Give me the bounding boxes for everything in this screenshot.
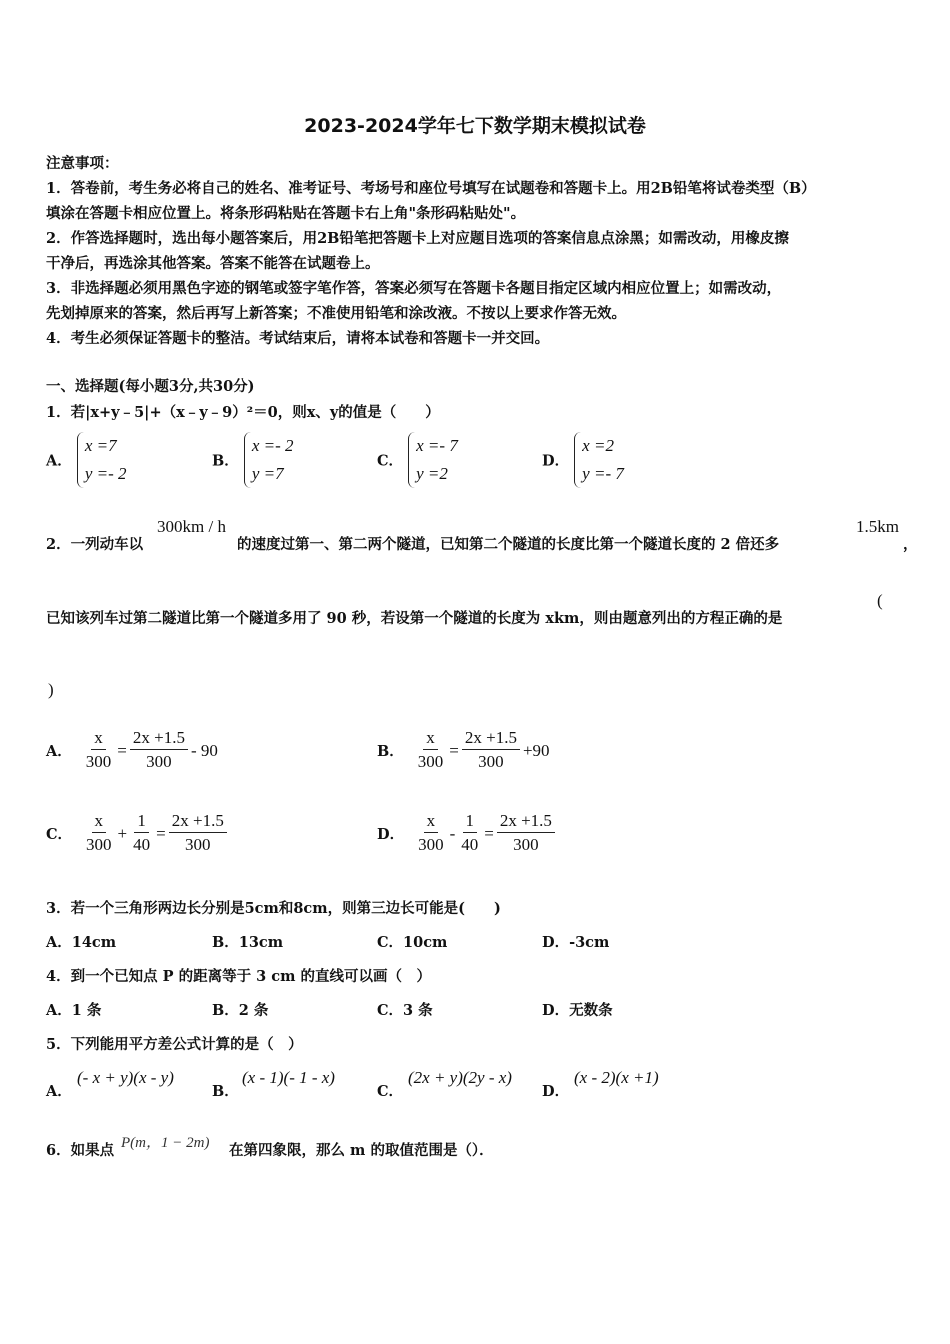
notice-heading: 注意事项： [46, 155, 119, 172]
q2-option-a [46, 727, 220, 774]
equation-system [244, 432, 298, 488]
equation-system [408, 432, 462, 488]
notice-line: 先划掉原来的答案，然后再写上新答案；不准使用铅笔和涂改液。不按以上要求作答无效。 [46, 305, 626, 322]
option-label: A． [46, 743, 72, 760]
equation-system [574, 432, 628, 488]
fraction: $\frac{1}{40}$ [133, 811, 151, 854]
q5-option-a-expr: (- x + y)(x - y) [77, 1068, 174, 1087]
q1-option-a [46, 432, 131, 488]
fraction: $\frac{x}{300}$ [417, 728, 444, 771]
q4-option-a: A．1 条 [46, 1002, 102, 1019]
q2-paren-open: ( [877, 591, 883, 610]
notice-line: 4．考生必须保证答题卡的整洁。考试结束后，请将本试卷和答题卡一并交回。 [46, 330, 550, 347]
option-label: D． [542, 452, 570, 470]
question-1-stem: 1．若|x+y﹣5|+（x﹣y﹣9）²＝0，则x、y的值是（ ） [46, 404, 440, 421]
eq-line: y =- 7 [582, 464, 624, 483]
page-title: 2023-2024学年七下数学期末模拟试卷 [304, 115, 646, 137]
q5-option-d-label: D． [542, 1083, 570, 1100]
q3-option-a: A．14cm [46, 934, 117, 951]
question-4-stem: 4．到一个已知点 P 的距离等于 3 cm 的直线可以画（ ） [46, 968, 431, 985]
q2-extra-length: 1.5km [856, 517, 899, 536]
q1-option-b [212, 432, 298, 488]
q5-option-b-label: B． [212, 1083, 239, 1100]
question-6-part1: 6．如果点 [46, 1142, 115, 1159]
option-label: B． [377, 743, 404, 760]
q1-option-c [377, 432, 462, 488]
question-5-stem: 5．下列能用平方差公式计算的是（ ） [46, 1036, 303, 1053]
fraction: $\frac{x}{300}$ [418, 811, 444, 854]
equation: $\frac{x}{300}$ = $\frac{2x +1.5}{300}$ - 90 [82, 727, 220, 774]
notice-line: 1．答卷前，考生务必将自己的姓名、准考证号、考场号和座位号填写在试题卷和答题卡上。用2B铅笔将试卷类型（B） [46, 180, 816, 197]
fraction: $\frac{2x +1.5}{300}$ [130, 727, 188, 774]
notice-line: 3．非选择题必须用黑色字迹的钢笔或签字笔作答，答案必须写在答题卡各题目指定区域内相应位置上；如需改动， [46, 280, 782, 297]
eq-line: x =7 [84, 436, 117, 455]
option-label: B． [212, 452, 239, 470]
q5-option-c-label: C． [377, 1083, 404, 1100]
q3-option-c: C．10cm [377, 934, 448, 951]
eq-line: y =2 [416, 464, 448, 483]
question-2-part2: 的速度过第一、第二两个隧道，已知第二个隧道的长度比第一个隧道长度的 2 倍还多 [237, 536, 780, 553]
q2-option-b [377, 727, 552, 774]
question-6-part2: 在第四象限，那么 m 的取值范围是（）． [229, 1142, 494, 1159]
q1-option-d [542, 432, 628, 488]
option-label: C． [377, 452, 404, 470]
equation: $\frac{x}{300}$ = $\frac{2x +1.5}{300}$ +90 [414, 727, 552, 774]
equation: $\frac{x}{300}$ - $\frac{1}{40}$ = $\frac{2x +1.5}{300}$ [414, 810, 556, 857]
q5-option-d-expr: (x - 2)(x +1) [574, 1068, 659, 1087]
q3-option-b: B．13cm [212, 934, 284, 951]
notice-line: 2．作答选择题时，选出每小题答案后，用2B铅笔把答题卡上对应题目选项的答案信息点涂黑；如需改动，用橡皮擦 [46, 230, 789, 247]
eq-line: x =2 [582, 436, 614, 455]
q4-option-b: B．2 条 [212, 1002, 269, 1019]
option-label: D． [377, 826, 405, 843]
eq-line: x =- 7 [416, 436, 458, 455]
equation-system [77, 432, 131, 488]
question-2-part1: 2．一列动车以 [46, 536, 144, 553]
q2-paren-close: ) [48, 680, 54, 699]
fraction: $\frac{x}{300}$ [86, 811, 112, 854]
q2-comma: ， [903, 536, 918, 553]
fraction: $\frac{2x +1.5}{300}$ [169, 810, 227, 857]
q4-option-c: C．3 条 [377, 1002, 433, 1019]
equation: $\frac{x}{300}$ + $\frac{1}{40}$ = $\frac{2x +1.5}{300}$ [82, 810, 228, 857]
notice-line: 填涂在答题卡相应位置上。将条形码粘贴在答题卡右上角"条形码粘贴处"。 [46, 205, 526, 222]
question-3-stem: 3．若一个三角形两边长分别是5cm和8cm，则第三边长可能是( ) [46, 900, 501, 917]
option-label: A． [46, 452, 72, 470]
q3-option-d: D．-3cm [542, 934, 610, 951]
eq-line: y =7 [251, 464, 284, 483]
fraction: $\frac{1}{40}$ [461, 811, 479, 854]
q5-option-b-expr: (x - 1)(- 1 - x) [242, 1068, 335, 1087]
q2-option-d [377, 810, 556, 857]
fraction: $\frac{2x +1.5}{300}$ [497, 810, 555, 857]
notice-line: 干净后，再选涂其他答案。答案不能答在试题卷上。 [46, 255, 380, 272]
eq-line: y =- 2 [84, 464, 127, 483]
q2-option-c [46, 810, 228, 857]
fraction: $\frac{x}{300}$ [85, 728, 112, 771]
q2-speed: 300km / h [157, 517, 226, 536]
q5-option-c-expr: (2x + y)(2y - x) [408, 1068, 512, 1087]
question-2-line2: 已知该列车过第二隧道比第一个隧道多用了 90 秒，若设第一个隧道的长度为 xkm，则由题意列出的方程正确的是 [46, 610, 783, 627]
section-heading: 一、选择题(每小题3分,共30分) [46, 378, 255, 395]
q5-option-a-label: A． [46, 1083, 72, 1100]
q6-point: P(m，1 − 2m) [121, 1135, 210, 1151]
q4-option-d: D．无数条 [542, 1002, 613, 1019]
option-label: C． [46, 826, 73, 843]
fraction: $\frac{2x +1.5}{300}$ [462, 727, 520, 774]
eq-line: x =- 2 [251, 436, 294, 455]
